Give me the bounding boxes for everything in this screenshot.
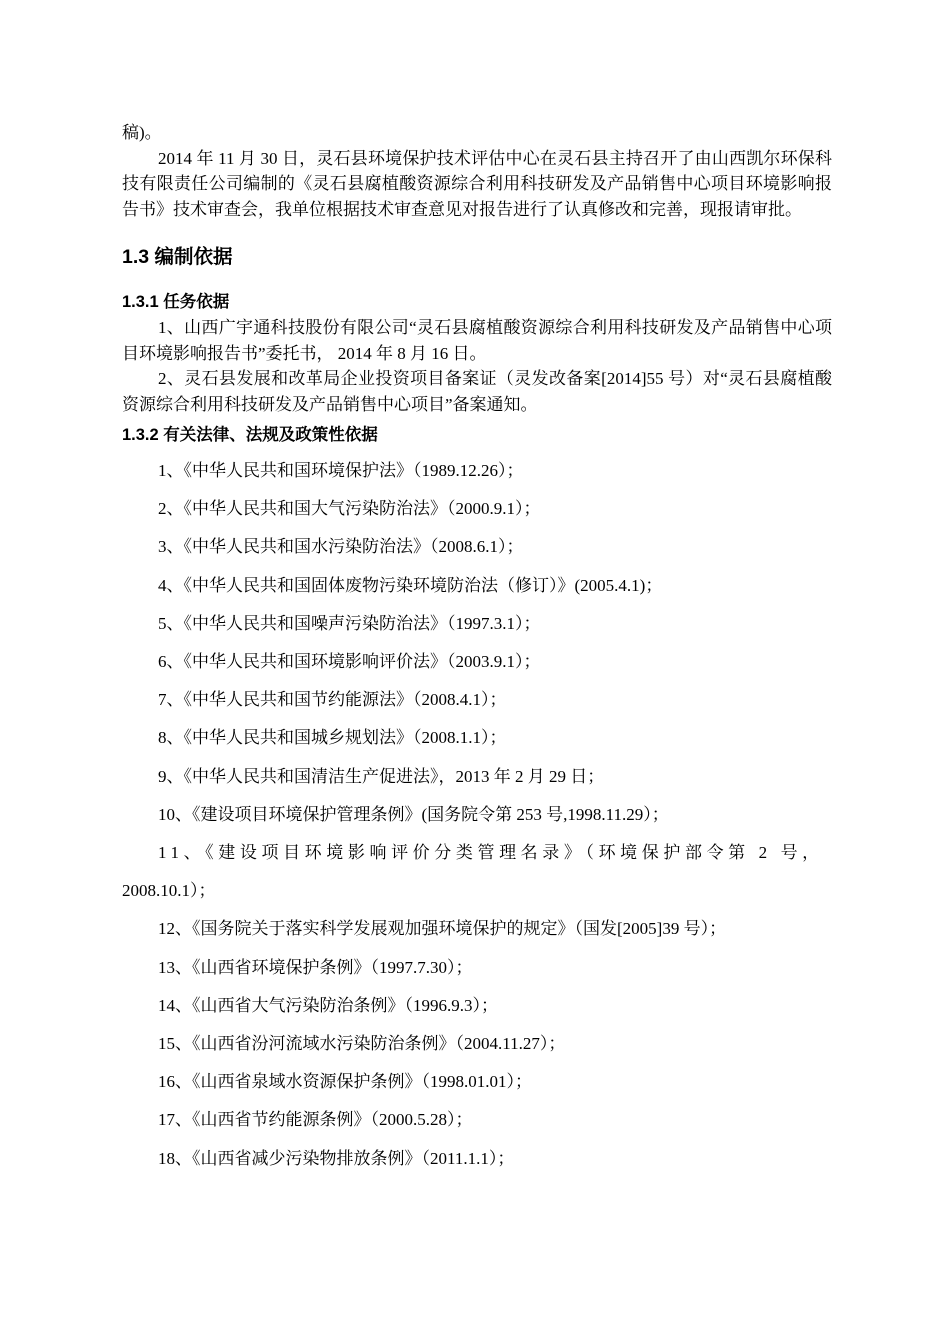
law-item: 16、《山西省泉域水资源保护条例》（1998.01.01）； (158, 1072, 532, 1092)
law-item-continuation: 2008.10.1）； (122, 881, 216, 901)
document-page (122, 120, 832, 1178)
law-item: 11、《建设项目环境影响评价分类管理名录》（环境保护部令第 2 号， (158, 843, 824, 863)
law-item: 5、《中华人民共和国噪声污染防治法》（1997.3.1）； (158, 613, 541, 633)
law-item: 18、《山西省减少污染物排放条例》（2011.1.1）； (158, 1148, 515, 1168)
law-item: 8、《中华人民共和国城乡规划法》（2008.1.1）； (158, 728, 507, 748)
subsection-heading-task-basis: 1.3.1 任务依据 (122, 293, 230, 311)
law-item: 13、《山西省环境保护条例》（1997.7.30）； (158, 957, 473, 977)
law-item: 17、《山西省节约能源条例》（2000.5.28）； (158, 1110, 473, 1130)
law-item: 12、《国务院关于落实科学发展观加强环境保护的规定》（国发[2005]39 号）； (158, 919, 727, 939)
law-item: 9、《中华人民共和国清洁生产促进法》，2013 年 2 月 29 日； (158, 766, 605, 786)
law-item: 15、《山西省汾河流域水污染防治条例》（2004.11.27）； (158, 1034, 566, 1054)
intro-fragment: 稿)。 (122, 123, 162, 142)
law-item: 1、《中华人民共和国环境保护法》（1989.12.26）； (158, 461, 524, 480)
law-item: 7、《中华人民共和国节约能源法》（2008.4.1）； (158, 690, 507, 710)
law-item: 6、《中华人民共和国环境影响评价法》（2003.9.1）； (158, 652, 541, 672)
task-basis-item: 2、灵石县发展和改革局企业投资项目备案证（灵发改备案[2014]55 号）对“灵石县腐植酸资源综合利用科技研发及产品销售中心项目”备案通知。 (122, 369, 832, 414)
law-item: 4、《中华人民共和国固体废物污染环境防治法（修订）》(2005.4.1)； (158, 575, 663, 595)
law-item: 10、《建设项目环境保护管理条例》(国务院令第 253 号,1998.11.29）； (158, 804, 669, 824)
law-item: 14、《山西省大气污染防治条例》（1996.9.3）； (158, 995, 498, 1015)
law-list (122, 452, 832, 1178)
subsection-heading-legal-basis: 1.3.2 有关法律、法规及政策性依据 (122, 426, 378, 444)
task-basis-item: 1、山西广宇通科技股份有限公司“灵石县腐植酸资源综合利用科技研发及产品销售中心项目环境影响报告书”委托书， 2014 年 8 月 16 日。 (122, 318, 832, 363)
law-item: 2、《中华人民共和国大气污染防治法》（2000.9.1）； (158, 499, 541, 519)
section-heading: 1.3 编制依据 (122, 246, 233, 268)
law-item: 3、《中华人民共和国水污染防治法》（2008.6.1）； (158, 537, 524, 557)
intro-paragraph: 2014 年 11 月 30 日，灵石县环境保护技术评估中心在灵石县主持召开了由山西凯尔环保科技有限责任公司编制的《灵石县腐植酸资源综合利用科技研发及产品销售中心项目环境影响报告书》技术审查会，我单位根据技术审查意见对报告进行了认真修改和完善，现报请审批。 (122, 148, 832, 219)
